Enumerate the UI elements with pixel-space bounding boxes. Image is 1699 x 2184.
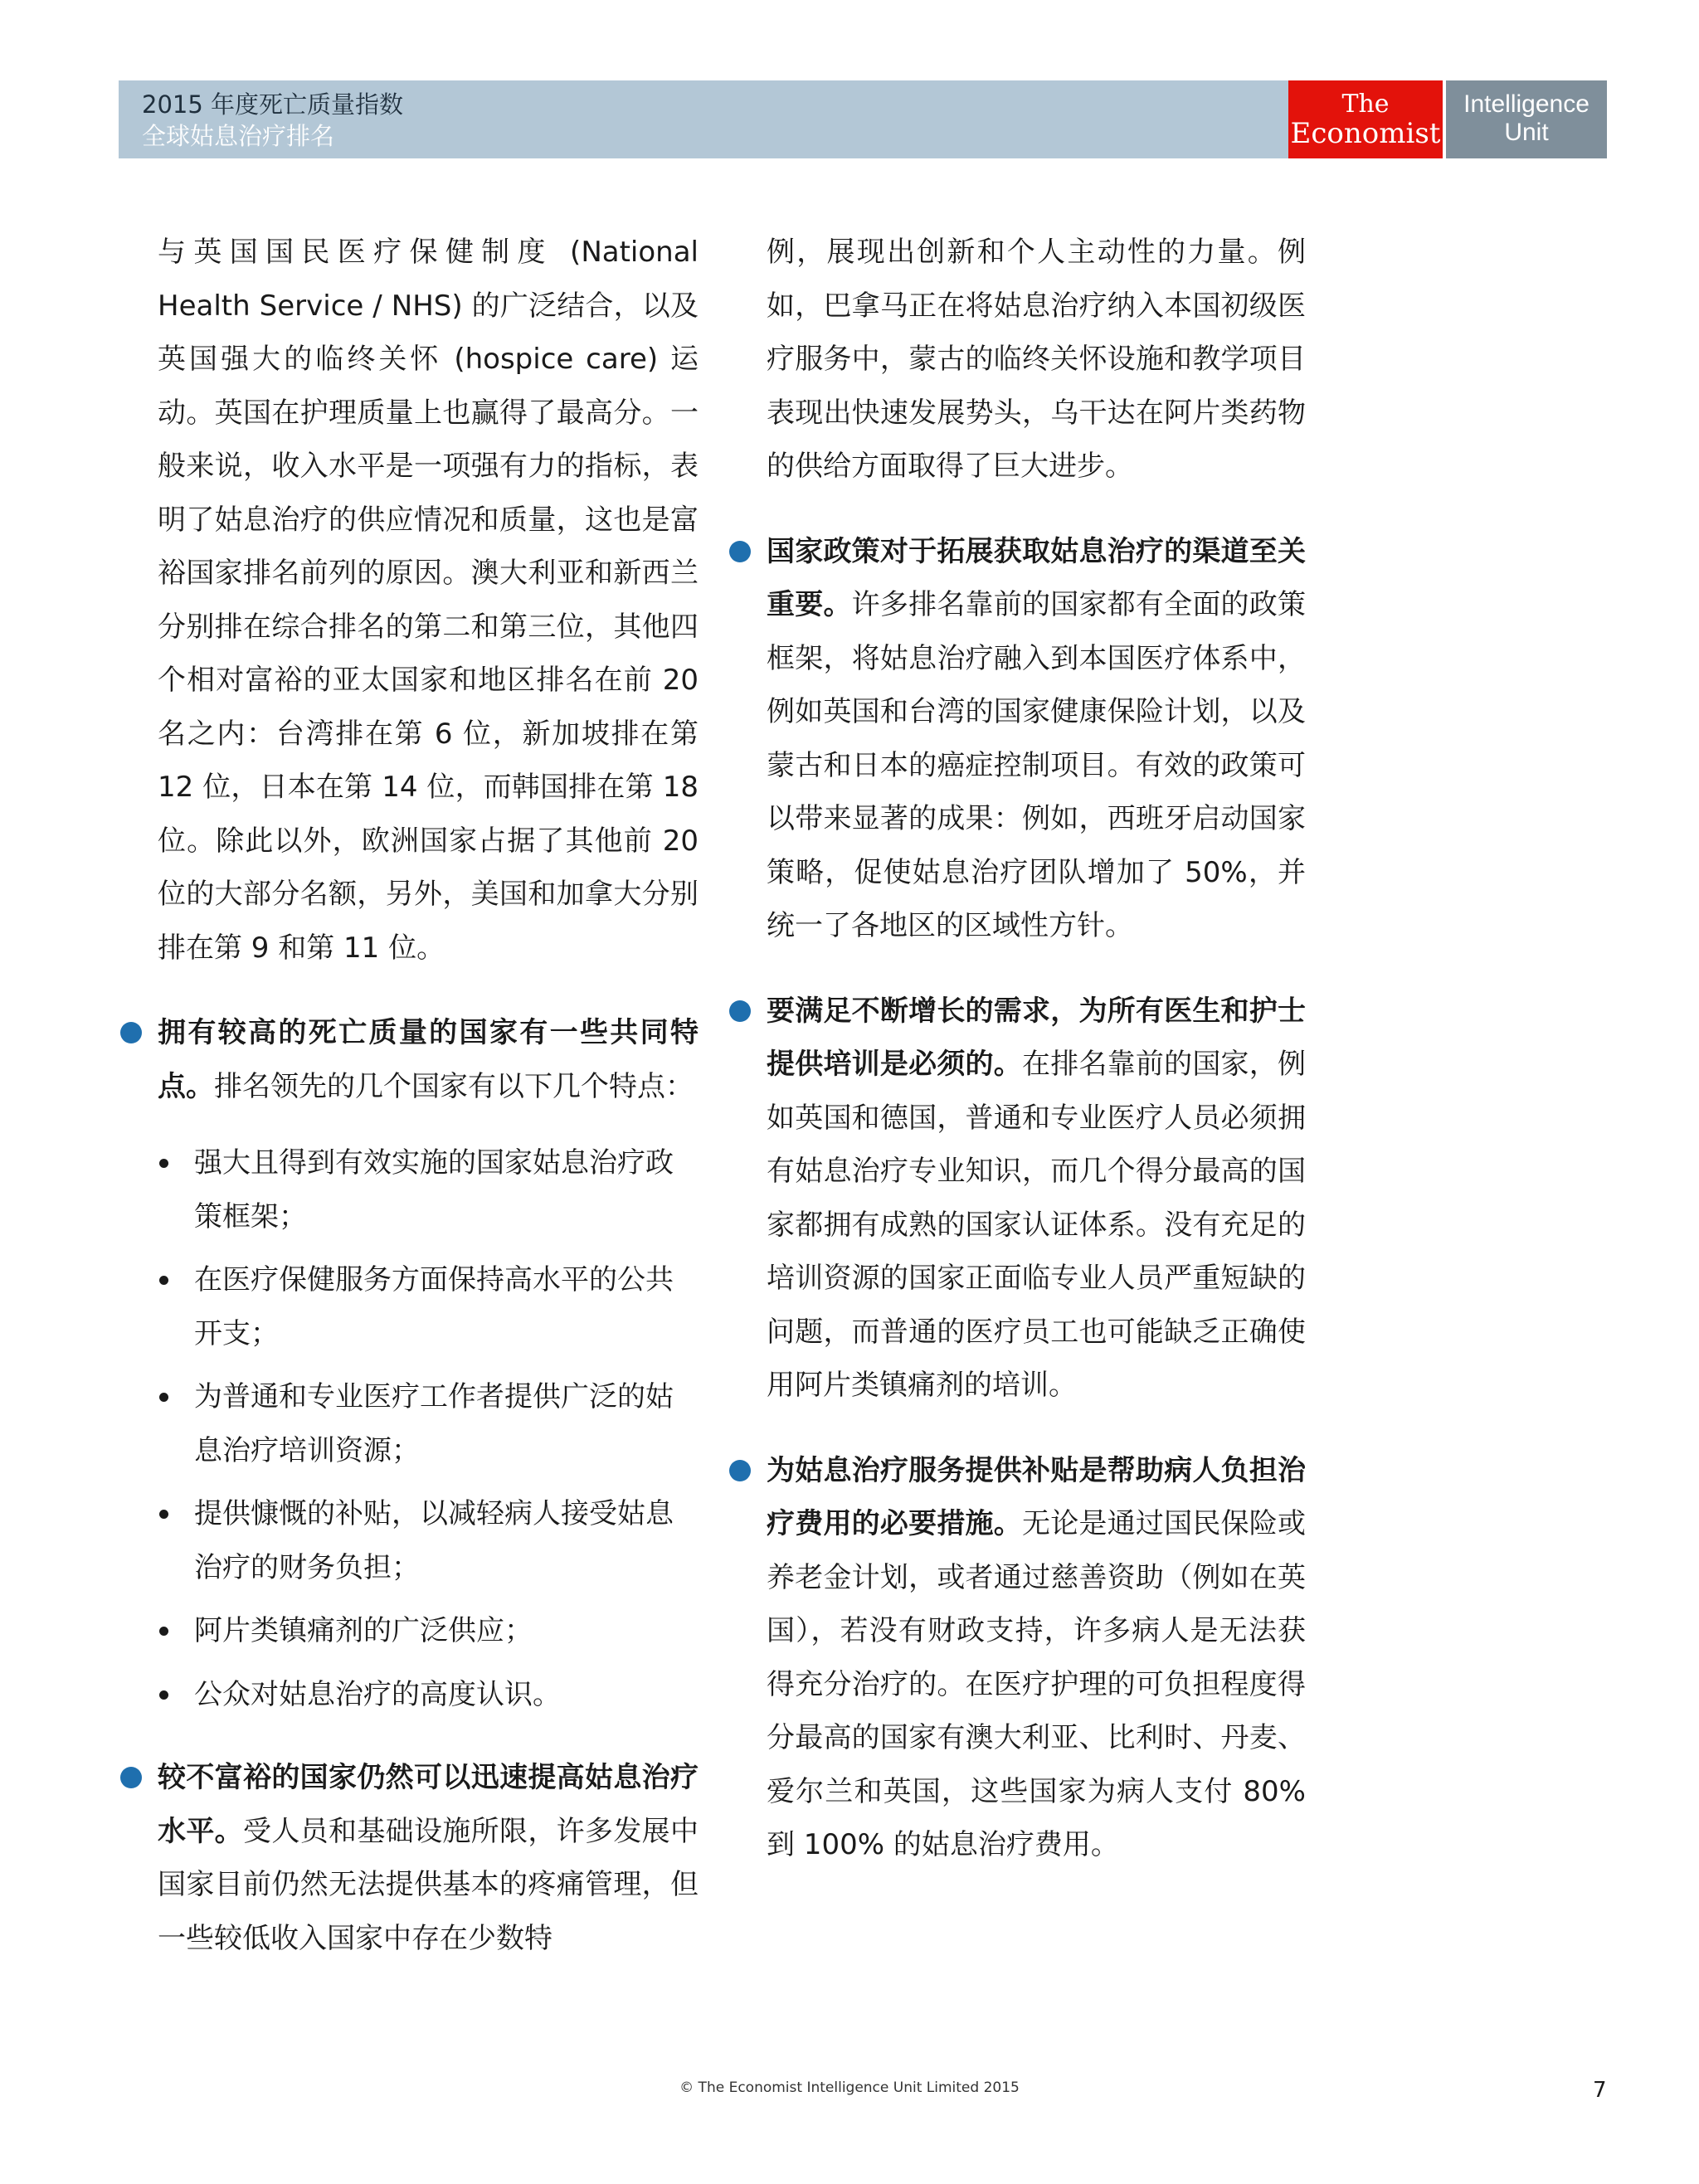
bullet-dot-icon	[120, 1767, 142, 1788]
bullet-text: 排名领先的几个国家有以下几个特点：	[214, 1069, 694, 1103]
traits-list	[158, 1136, 699, 1721]
list-dot-icon	[159, 1510, 168, 1519]
eiu-logo-line1: Intelligence	[1463, 90, 1589, 118]
economist-logo-line1: The	[1341, 90, 1390, 119]
list-item-text: 阿片类镇痛剂的广泛供应；	[194, 1614, 533, 1647]
bullet-national-policy	[767, 525, 1306, 953]
bullet-heading: 要满足不断增长的需求，为所有医生和护士提供培训是必须的。	[767, 994, 1306, 1081]
list-dot-icon	[159, 1159, 168, 1168]
list-item-text: 提供慷慨的补贴，以减轻病人接受姑息治疗的财务负担；	[194, 1497, 674, 1584]
list-item-text: 强大且得到有效实施的国家姑息治疗政策框架；	[194, 1146, 674, 1233]
bullet-text: 无论是通过国民保险或养老金计划，或者通过慈善资助（例如在英国），若没有财政支持，许多病人是无法获得充分治疗的。在医疗护理的可负担程度得分最高的国家有澳大利亚、比利时、丹麦、爱尔兰和英国，这些国家为病人支付 80% 到 100% 的姑息治疗费用。	[767, 1507, 1306, 1861]
bullet-common-traits	[158, 1006, 699, 1113]
bullet-text: 在排名靠前的国家，例如英国和德国，普通和专业医疗人员必须拥有姑息治疗专业知识，而几个得分最高的国家都拥有成熟的国家认证体系。没有充足的培训资源的国家正面临专业人员严重短缺的问题，而普通的医疗员工也可能缺乏正确使用阿片类镇痛剂的培训。	[767, 1048, 1306, 1402]
bullet-subsidies	[767, 1444, 1306, 1872]
report-subtitle: 全球姑息治疗排名	[142, 122, 335, 150]
list-dot-icon	[159, 1627, 168, 1636]
footer-copyright: © The Economist Intelligence Unit Limited 2015	[679, 2079, 1020, 2096]
bullet-heading: 较不富裕的国家仍然可以迅速提高姑息治疗水平。	[158, 1761, 699, 1848]
bullet-text: 许多排名靠前的国家都有全面的政策框架，将姑息治疗融入到本国医疗体系中，例如英国和台湾的国家健康保险计划，以及蒙古和日本的癌症控制项目。有效的政策可以带来显著的成果：例如，西班牙启动国家策略，促使姑息治疗团队增加了 50%，并统一了各地区的区域性方针。	[767, 588, 1307, 942]
header-band	[119, 80, 1288, 158]
bullet-heading: 拥有较高的死亡质量的国家有一些共同特点。	[158, 1016, 699, 1103]
bullet-dot-icon	[729, 1000, 751, 1022]
list-item	[158, 1604, 699, 1658]
right-column	[767, 226, 1306, 1904]
left-column	[158, 226, 699, 1997]
bullet-heading: 为姑息治疗服务提供补贴是帮助病人负担治疗费用的必要措施。	[767, 1453, 1306, 1540]
intro-paragraph: 与英国国民医疗保健制度 (National Health Service / NHS) 的广泛结合，以及英国强大的临终关怀 (hospice care) 运动。英国在护理质量上也赢得了最高分。一般来说，收入水平是一项强有力的指标，表明了姑息治疗的供应情况和质量，这也是富裕国家排名前列的原因。澳大利亚和新西兰分别排在综合排名的第二和第三位，其他四个相对富裕的亚太国家和地区排名在前 20 名之内：台湾排在第 6 位，新加坡排在第 12 位，日本在第 14 位，而韩国排在第 18 位。除此以外，欧洲国家占据了其他前 20 位的大部分名额，另外，美国和加拿大分别排在第 9 和第 11 位。	[158, 236, 699, 965]
economist-logo-line2: Economist	[1290, 117, 1441, 150]
list-item-text: 为普通和专业医疗工作者提供广泛的姑息治疗培训资源；	[194, 1380, 674, 1467]
list-item	[158, 1487, 699, 1594]
list-item-text: 公众对姑息治疗的高度认识。	[194, 1677, 561, 1711]
bullet-dot-icon	[729, 1460, 751, 1481]
economist-logo	[1288, 80, 1443, 158]
eiu-logo-line2: Unit	[1504, 119, 1549, 146]
continuation-paragraph: 例，展现出创新和个人主动性的力量。例如，巴拿马正在将姑息治疗纳入本国初级医疗服务中，蒙古的临终关怀设施和教学项目表现出快速发展势头，乌干达在阿片类药物的供给方面取得了巨大进步。	[767, 236, 1306, 483]
list-item	[158, 1136, 699, 1243]
bullet-dot-icon	[120, 1022, 142, 1043]
list-item	[158, 1253, 699, 1360]
bullet-heading: 国家政策对于拓展获取姑息治疗的渠道至关重要。	[767, 534, 1306, 621]
bullet-dot-icon	[729, 541, 751, 562]
eiu-logo	[1446, 80, 1607, 158]
list-item	[158, 1668, 699, 1722]
list-dot-icon	[159, 1276, 168, 1285]
bullet-training	[767, 985, 1306, 1413]
report-title: 2015 年度死亡质量指数	[142, 90, 404, 119]
page-number: 7	[1593, 2078, 1607, 2103]
bullet-less-wealthy	[158, 1751, 699, 1965]
bullet-text: 受人员和基础设施所限，许多发展中国家目前仍然无法提供基本的疼痛管理，但一些较低收入国家中存在少数特	[158, 1814, 699, 1955]
list-item-text: 在医疗保健服务方面保持高水平的公共开支；	[194, 1263, 674, 1350]
list-item	[158, 1370, 699, 1477]
list-dot-icon	[159, 1393, 168, 1402]
list-dot-icon	[159, 1690, 168, 1700]
